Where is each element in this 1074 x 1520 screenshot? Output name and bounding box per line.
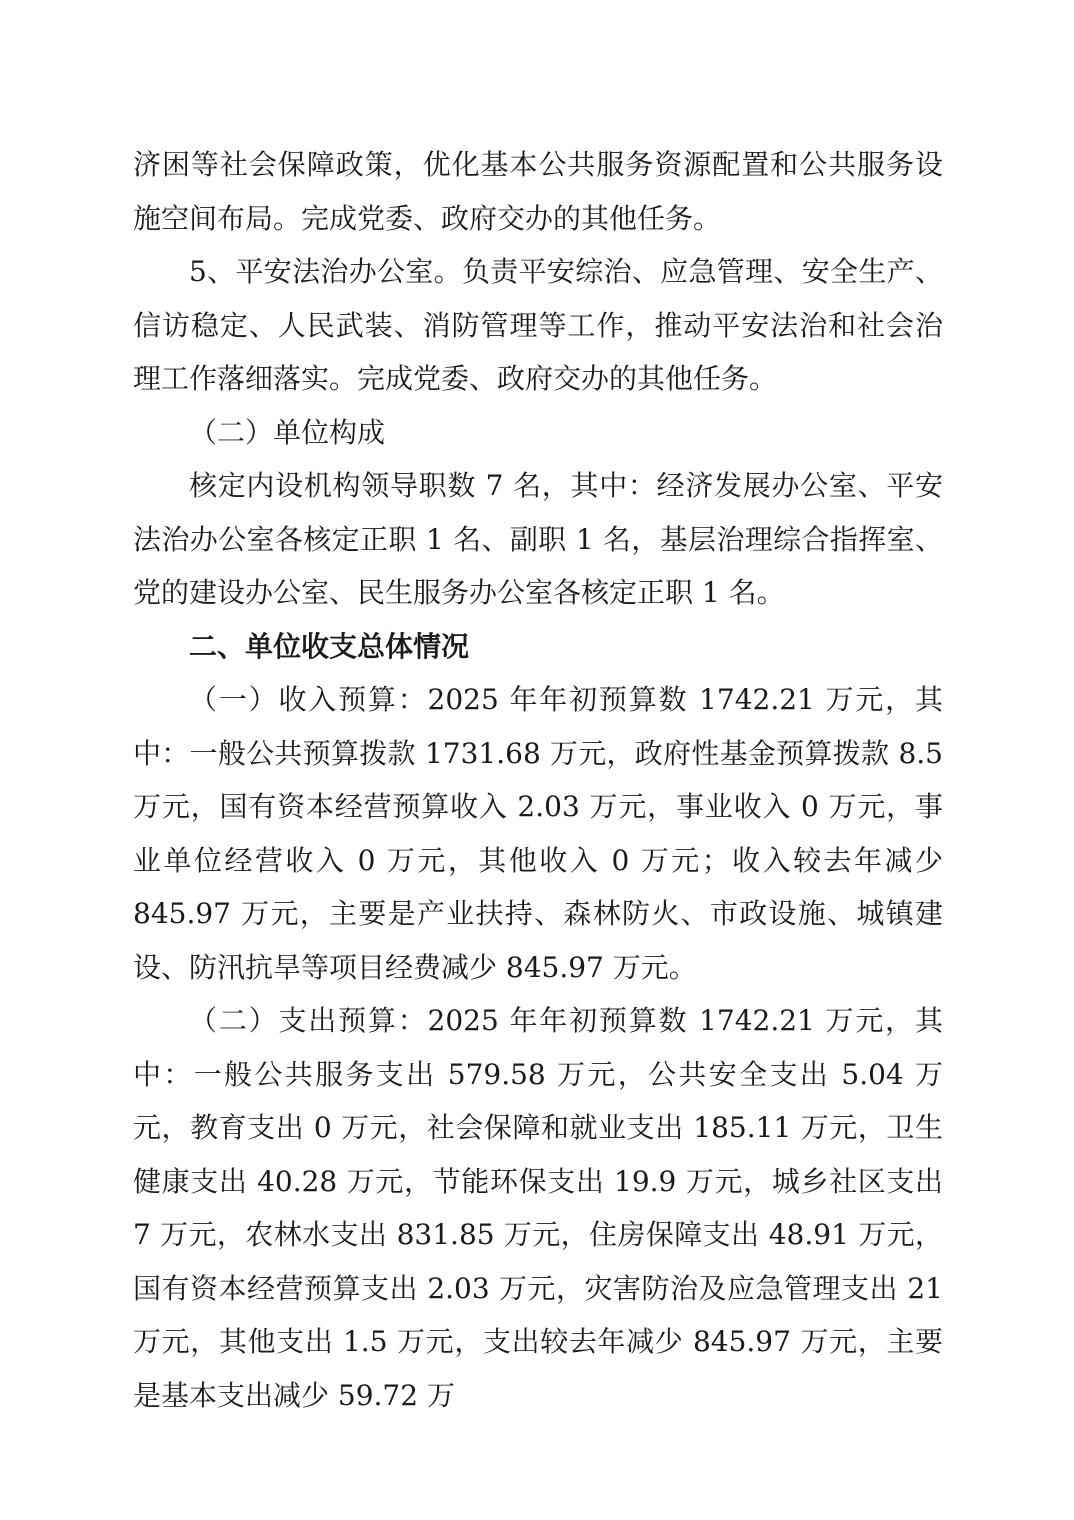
subheading-unit-composition: （二）单位构成 bbox=[189, 415, 386, 449]
paragraph-continuation: 济困等社会保障政策，优化基本公共服务资源配置和公共服务设施空间布局。完成党委、政府交办的其他任务。 bbox=[133, 148, 943, 235]
section-heading-budget-overview: 二、单位收支总体情况 bbox=[189, 629, 470, 663]
paragraph-expenditure-budget: （二）支出预算：2025 年年初预算数 1742.21 万元，其中：一般公共服务支出 579.58 万元，公共安全支出 5.04 万元，教育支出 0 万元，社会保障和就业支出 185.11 万元，卫生健康支出 40.28 万元，节能环保支出 19.9 万元，城乡社区支出 7 万元，农林水支出 831.85 万元，住房保障支出 48.91 万元，国有资本经营预算支出 2.03 万元，灾害防治及应急管理支出 21 万元，其他支出 1.5 万元，支出较去年减少 845.97 万元，主要是基本支出减少 59.72 万 bbox=[133, 1004, 943, 1412]
paragraph-safety-office: 5、平安法治办公室。负责平安综治、应急管理、安全生产、信访稳定、人民武装、消防管理等工作，推动平安法治和社会治理工作落细落实。完成党委、政府交办的其他任务。 bbox=[133, 255, 943, 395]
paragraph-leadership-positions: 核定内设机构领导职数 7 名，其中：经济发展办公室、平安法治办公室各核定正职 1 名、副职 1 名，基层治理综合指挥室、党的建设办公室、民生服务办公室各核定正职 1 名。 bbox=[133, 469, 943, 609]
document-body bbox=[133, 138, 943, 1422]
paragraph-income-budget: （一）收入预算：2025 年年初预算数 1742.21 万元，其中：一般公共预算拨款 1731.68 万元，政府性基金预算拨款 8.5 万元，国有资本经营预算收入 2.03 万元，事业收入 0 万元，事业单位经营收入 0 万元，其他收入 0 万元；收入较去年减少 845.97 万元，主要是产业扶持、森林防火、市政设施、城镇建设、防汛抗旱等项目经费减少 845.97 万元。 bbox=[133, 683, 943, 984]
